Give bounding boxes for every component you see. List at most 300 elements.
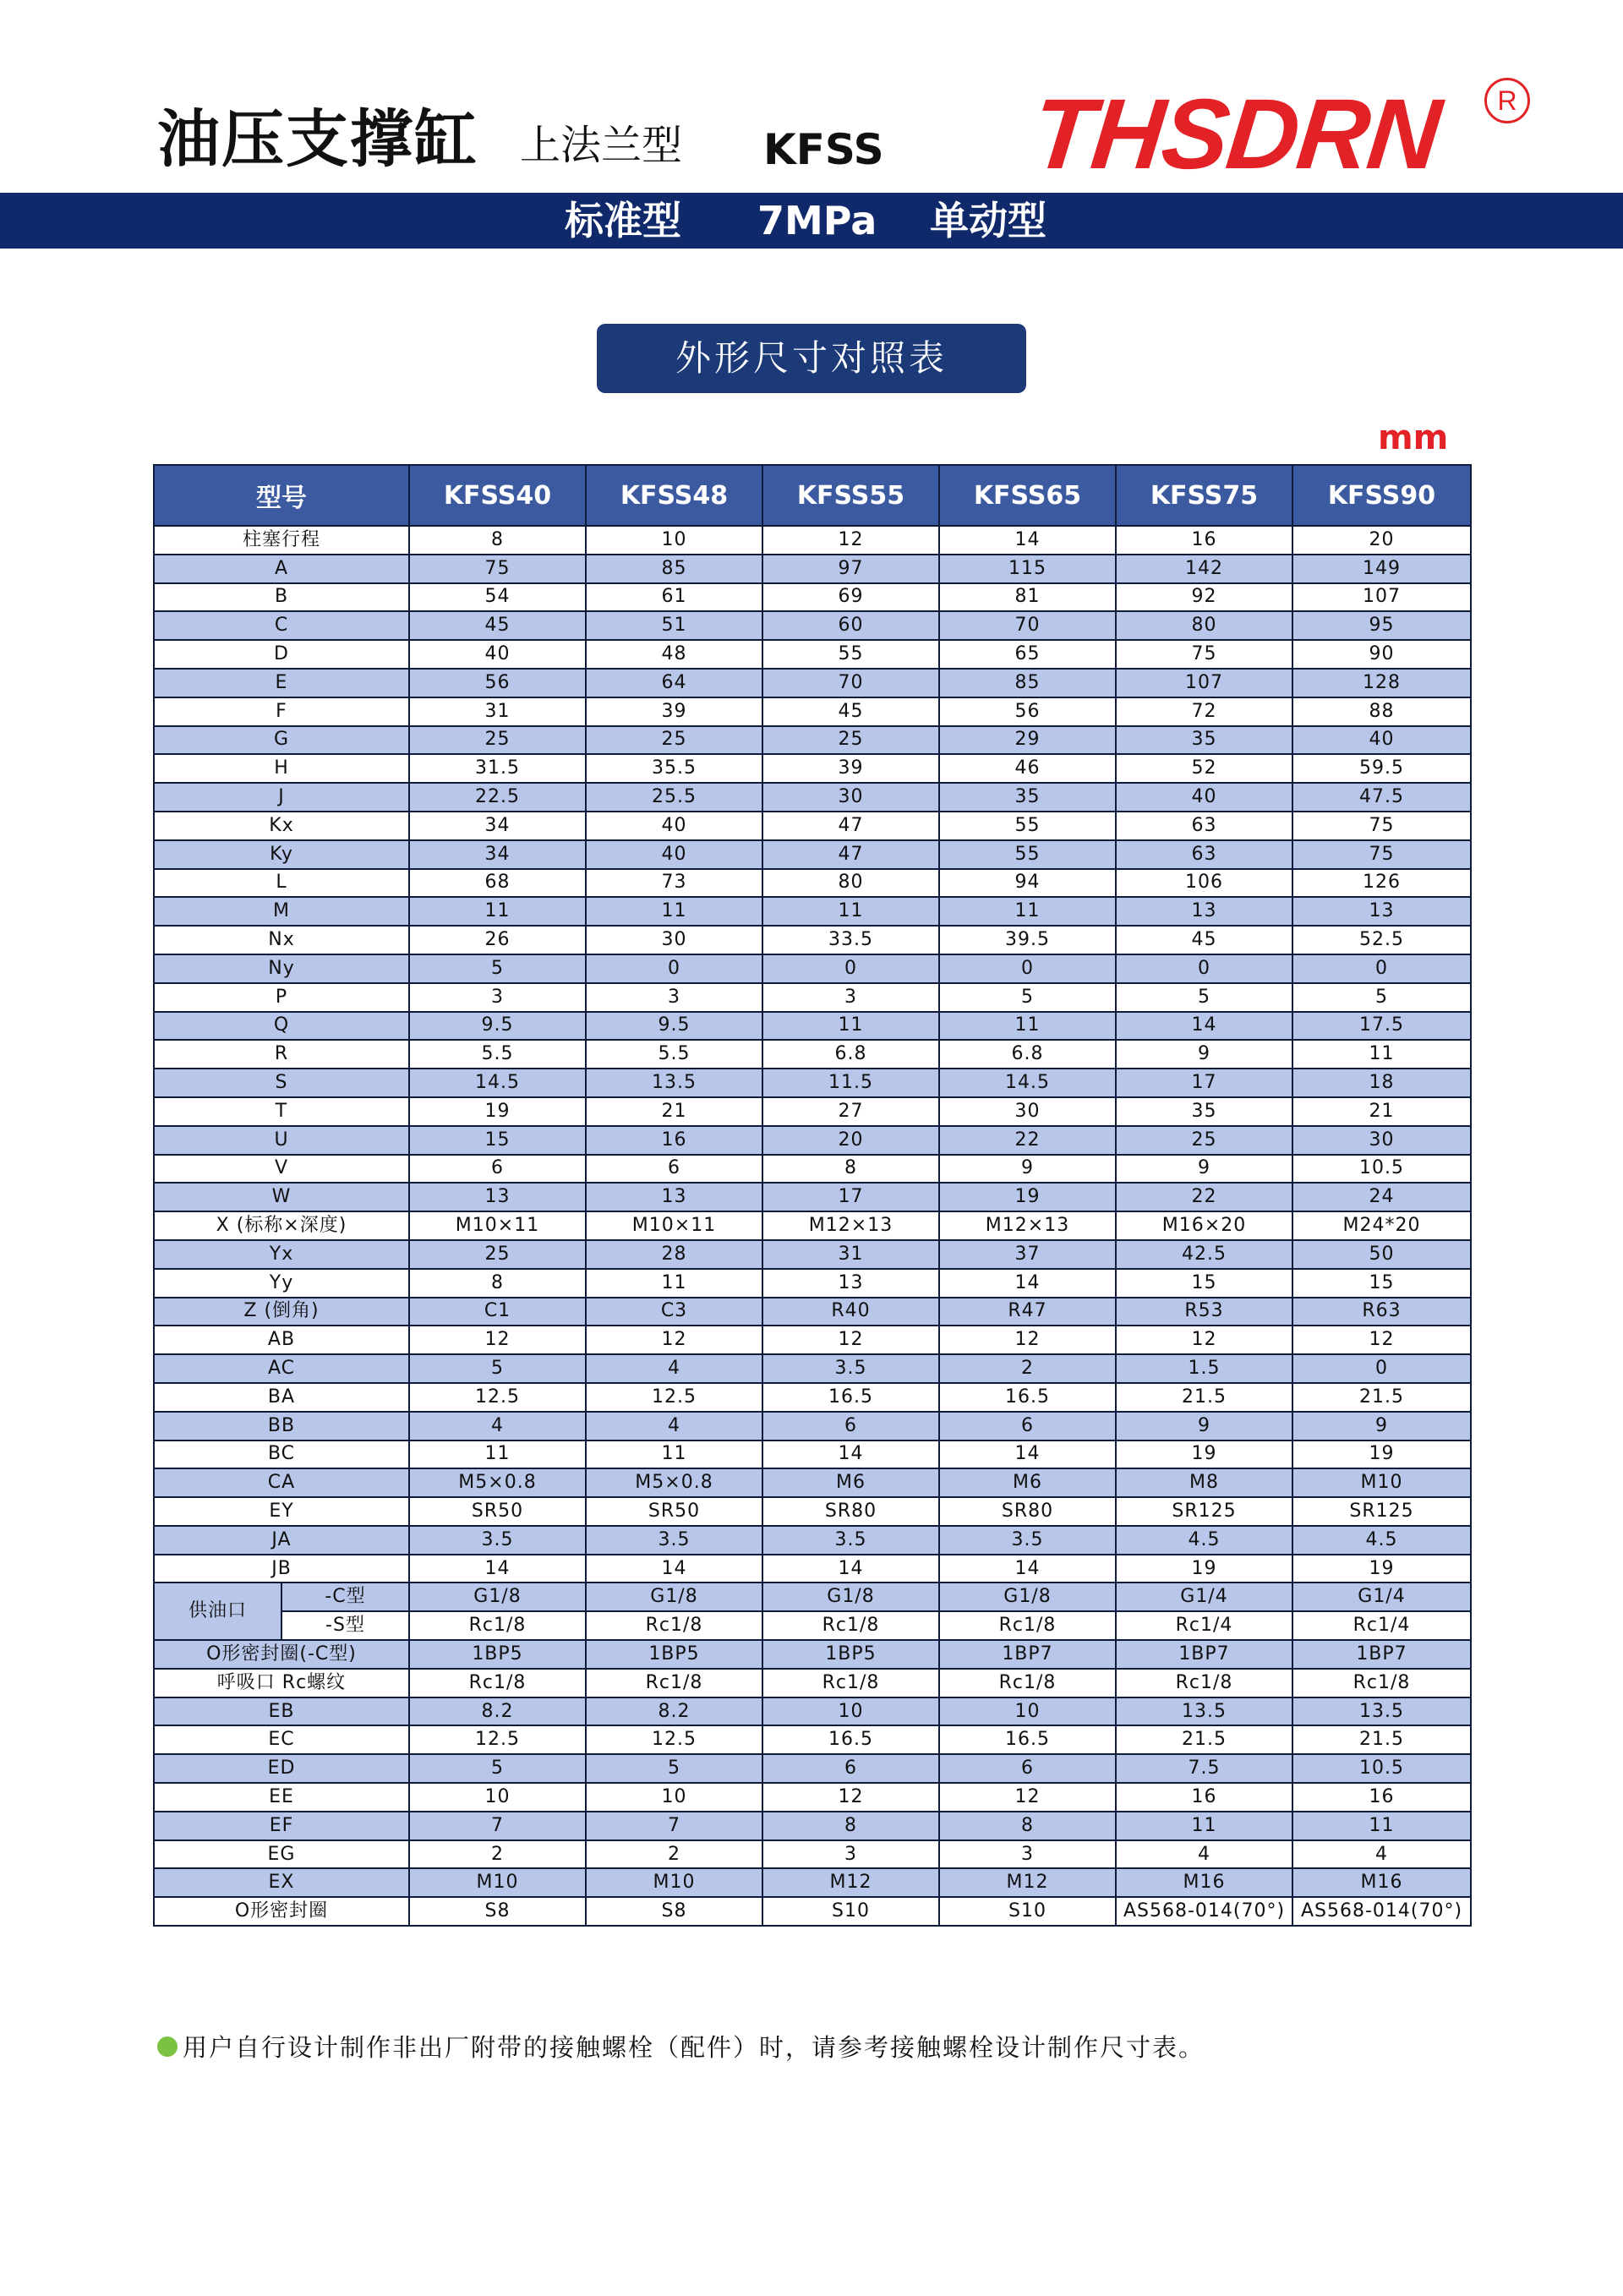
table-cell: M5×0.8 xyxy=(409,1468,586,1497)
table-cell: 2 xyxy=(586,1840,762,1869)
table-cell: 107 xyxy=(1116,669,1292,697)
table-cell: 6 xyxy=(939,1412,1116,1440)
table-cell: 8.2 xyxy=(586,1697,762,1726)
table-cell: 70 xyxy=(939,611,1116,640)
header-model: KFSS65 xyxy=(939,465,1116,526)
table-cell: 40 xyxy=(1116,783,1292,812)
table-cell: 35 xyxy=(1116,726,1292,755)
table-cell: 48 xyxy=(586,640,762,669)
table-cell: M10 xyxy=(586,1868,762,1897)
row-label: U xyxy=(154,1126,409,1155)
table-cell: 64 xyxy=(586,669,762,697)
table-cell: 17.5 xyxy=(1292,1012,1471,1041)
table-row xyxy=(154,1354,1471,1383)
table-cell: S10 xyxy=(939,1897,1116,1926)
table-cell: 6 xyxy=(762,1754,939,1783)
row-label: O形密封圈 xyxy=(154,1897,409,1926)
table-cell: 4 xyxy=(586,1354,762,1383)
table-cell: 4 xyxy=(409,1412,586,1440)
oil-port-group-label: 供油口 xyxy=(154,1583,281,1640)
table-cell: 16.5 xyxy=(939,1725,1116,1754)
table-cell: 3.5 xyxy=(762,1526,939,1555)
table-cell: 61 xyxy=(586,583,762,612)
table-cell: 95 xyxy=(1292,611,1471,640)
table-cell: SR50 xyxy=(586,1497,762,1526)
table-cell: 30 xyxy=(762,783,939,812)
table-row xyxy=(154,583,1471,612)
table-cell: 21.5 xyxy=(1116,1383,1292,1412)
row-label: JA xyxy=(154,1526,409,1555)
table-cell: 20 xyxy=(762,1126,939,1155)
table-cell: 8 xyxy=(762,1155,939,1184)
table-row xyxy=(154,1440,1471,1469)
table-cell: 3 xyxy=(762,983,939,1012)
table-cell: 0 xyxy=(762,954,939,983)
table-cell: 25 xyxy=(586,726,762,755)
row-label: D xyxy=(154,640,409,669)
table-cell: M12 xyxy=(762,1868,939,1897)
table-cell: M10×11 xyxy=(409,1211,586,1240)
row-label: S xyxy=(154,1069,409,1097)
table-cell: 47.5 xyxy=(1292,783,1471,812)
table-row xyxy=(154,1669,1471,1697)
table-cell: 14 xyxy=(409,1555,586,1583)
table-cell: 7.5 xyxy=(1116,1754,1292,1783)
table-cell: 80 xyxy=(1116,611,1292,640)
table-cell: 7 xyxy=(586,1812,762,1840)
table-cell: 3 xyxy=(762,1840,939,1869)
row-label: ED xyxy=(154,1754,409,1783)
table-cell: 37 xyxy=(939,1240,1116,1269)
table-row xyxy=(154,1754,1471,1783)
table-cell: 10 xyxy=(409,1783,586,1812)
brand-logo: THSDRN xyxy=(1027,79,1445,190)
table-row xyxy=(154,1040,1471,1069)
table-cell: 1BP5 xyxy=(762,1640,939,1669)
table-cell: 17 xyxy=(762,1183,939,1211)
table-cell: 14 xyxy=(762,1555,939,1583)
table-cell: 2 xyxy=(939,1354,1116,1383)
table-cell: 10.5 xyxy=(1292,1155,1471,1184)
table-cell: 9 xyxy=(1116,1040,1292,1069)
table-cell: 68 xyxy=(409,869,586,898)
table-cell: 85 xyxy=(939,669,1116,697)
row-label: BC xyxy=(154,1440,409,1469)
table-cell: 72 xyxy=(1116,697,1292,726)
table-cell: 47 xyxy=(762,840,939,869)
table-cell: 75 xyxy=(409,555,586,583)
table-cell: Rc1/8 xyxy=(409,1611,586,1640)
table-cell: 39 xyxy=(586,697,762,726)
table-cell: 56 xyxy=(409,669,586,697)
table-row xyxy=(154,754,1471,783)
table-cell: 5 xyxy=(409,954,586,983)
table-cell: 4.5 xyxy=(1292,1526,1471,1555)
table-cell: 16 xyxy=(1116,526,1292,555)
table-cell: 8 xyxy=(409,526,586,555)
row-label: BA xyxy=(154,1383,409,1412)
table-cell: 15 xyxy=(1116,1269,1292,1298)
table-cell: 35 xyxy=(1116,1097,1292,1126)
table-cell: 16.5 xyxy=(762,1383,939,1412)
row-label: O形密封圈(-C型) xyxy=(154,1640,409,1669)
table-cell: M10×11 xyxy=(586,1211,762,1240)
table-cell: C1 xyxy=(409,1298,586,1326)
table-cell: 50 xyxy=(1292,1240,1471,1269)
table-cell: 45 xyxy=(409,611,586,640)
unit-label: mm xyxy=(1378,418,1449,457)
table-cell: M12×13 xyxy=(762,1211,939,1240)
table-cell: AS568-014(70°) xyxy=(1292,1897,1471,1926)
table-cell: 14 xyxy=(939,1555,1116,1583)
table-cell: 8 xyxy=(939,1812,1116,1840)
table-cell: 12 xyxy=(409,1326,586,1354)
table-cell: 13.5 xyxy=(1292,1697,1471,1726)
row-label: F xyxy=(154,697,409,726)
table-cell: Rc1/8 xyxy=(1116,1669,1292,1697)
table-cell: 11 xyxy=(762,1012,939,1041)
table-cell: M6 xyxy=(939,1468,1116,1497)
table-cell: G1/8 xyxy=(762,1583,939,1611)
table-row xyxy=(154,1126,1471,1155)
table-cell: 1BP7 xyxy=(1292,1640,1471,1669)
table-cell: 5.5 xyxy=(586,1040,762,1069)
table-cell: M5×0.8 xyxy=(586,1468,762,1497)
table-cell: Rc1/8 xyxy=(1292,1669,1471,1697)
table-cell: 59.5 xyxy=(1292,754,1471,783)
table-cell: 1BP5 xyxy=(409,1640,586,1669)
table-cell: 2 xyxy=(409,1840,586,1869)
table-cell: 11 xyxy=(939,897,1116,926)
table-cell: 6.8 xyxy=(762,1040,939,1069)
table-cell: 0 xyxy=(1292,954,1471,983)
table-cell: 14 xyxy=(939,1269,1116,1298)
table-cell: 14 xyxy=(1116,1012,1292,1041)
table-cell: 85 xyxy=(586,555,762,583)
table-cell: 21 xyxy=(1292,1097,1471,1126)
table-cell: 30 xyxy=(939,1097,1116,1126)
table-cell: 55 xyxy=(762,640,939,669)
table-cell: 9.5 xyxy=(409,1012,586,1041)
table-cell: M12×13 xyxy=(939,1211,1116,1240)
table-row xyxy=(154,1211,1471,1240)
table-cell: 12.5 xyxy=(586,1383,762,1412)
table-row xyxy=(154,954,1471,983)
table-cell: 11 xyxy=(586,1269,762,1298)
table-cell: 80 xyxy=(762,869,939,898)
table-cell: 9 xyxy=(1116,1412,1292,1440)
table-cell: 97 xyxy=(762,555,939,583)
table-cell: 13 xyxy=(409,1183,586,1211)
footnote-text: 用户自行设计制作非出厂附带的接触螺栓（配件）时，请参考接触螺栓设计制作尺寸表。 xyxy=(183,2033,1205,2062)
row-sublabel: -S型 xyxy=(281,1611,409,1640)
table-cell: R53 xyxy=(1116,1298,1292,1326)
table-cell: 6 xyxy=(586,1155,762,1184)
row-label: EE xyxy=(154,1783,409,1812)
table-cell: 16 xyxy=(1116,1783,1292,1812)
table-cell: 19 xyxy=(1292,1555,1471,1583)
table-cell: SR125 xyxy=(1292,1497,1471,1526)
table-row xyxy=(154,1326,1471,1354)
table-cell: 11.5 xyxy=(762,1069,939,1097)
row-label: G xyxy=(154,726,409,755)
table-cell: 14.5 xyxy=(409,1069,586,1097)
row-label: JB xyxy=(154,1555,409,1583)
table-row xyxy=(154,897,1471,926)
row-label: M xyxy=(154,897,409,926)
table-cell: 7 xyxy=(409,1812,586,1840)
table-cell: R40 xyxy=(762,1298,939,1326)
table-cell: 11 xyxy=(1116,1812,1292,1840)
table-cell: 21 xyxy=(586,1097,762,1126)
header-model: KFSS75 xyxy=(1116,465,1292,526)
table-cell: 70 xyxy=(762,669,939,697)
table-cell: 8 xyxy=(409,1269,586,1298)
table-cell: 26 xyxy=(409,926,586,954)
table-cell: 25 xyxy=(1116,1126,1292,1155)
table-cell: SR50 xyxy=(409,1497,586,1526)
table-row xyxy=(154,1868,1471,1897)
table-cell: 11 xyxy=(409,897,586,926)
table-cell: 31 xyxy=(409,697,586,726)
table-row xyxy=(154,1240,1471,1269)
table-cell: 13.5 xyxy=(586,1069,762,1097)
table-cell: 1BP5 xyxy=(586,1640,762,1669)
table-cell: 5.5 xyxy=(409,1040,586,1069)
table-row xyxy=(154,1269,1471,1298)
table-row xyxy=(154,1097,1471,1126)
row-sublabel: -C型 xyxy=(281,1583,409,1611)
table-cell: 13 xyxy=(762,1269,939,1298)
table-cell: M8 xyxy=(1116,1468,1292,1497)
row-label: T xyxy=(154,1097,409,1126)
row-label: BB xyxy=(154,1412,409,1440)
table-cell: S10 xyxy=(762,1897,939,1926)
table-row xyxy=(154,1583,1471,1611)
table-cell: 20 xyxy=(1292,526,1471,555)
table-cell: 13.5 xyxy=(1116,1697,1292,1726)
table-cell: 0 xyxy=(1292,1354,1471,1383)
row-label: B xyxy=(154,583,409,612)
row-label: Yx xyxy=(154,1240,409,1269)
table-row xyxy=(154,812,1471,840)
table-cell: S8 xyxy=(409,1897,586,1926)
row-label: EG xyxy=(154,1840,409,1869)
table-cell: 0 xyxy=(939,954,1116,983)
table-row xyxy=(154,526,1471,555)
row-label: C xyxy=(154,611,409,640)
row-label: J xyxy=(154,783,409,812)
header-model: KFSS90 xyxy=(1292,465,1471,526)
table-row xyxy=(154,1555,1471,1583)
table-cell: 6.8 xyxy=(939,1040,1116,1069)
table-cell: 28 xyxy=(586,1240,762,1269)
table-cell: 12 xyxy=(762,526,939,555)
table-cell: 115 xyxy=(939,555,1116,583)
table-cell: 12.5 xyxy=(409,1725,586,1754)
table-row xyxy=(154,1783,1471,1812)
table-cell: 4 xyxy=(1292,1840,1471,1869)
table-cell: 8.2 xyxy=(409,1697,586,1726)
table-cell: 6 xyxy=(409,1155,586,1184)
table-cell: 16.5 xyxy=(939,1383,1116,1412)
table-cell: 142 xyxy=(1116,555,1292,583)
table-cell: 3.5 xyxy=(586,1526,762,1555)
page-subtitle: 上法兰型 xyxy=(520,122,683,169)
table-cell: 73 xyxy=(586,869,762,898)
table-cell: 81 xyxy=(939,583,1116,612)
table-row xyxy=(154,783,1471,812)
table-row xyxy=(154,1012,1471,1041)
table-cell: 21.5 xyxy=(1116,1725,1292,1754)
table-cell: M24*20 xyxy=(1292,1211,1471,1240)
table-cell: 63 xyxy=(1116,840,1292,869)
table-cell: Rc1/8 xyxy=(762,1611,939,1640)
table-cell: 31 xyxy=(762,1240,939,1269)
table-cell: 75 xyxy=(1116,640,1292,669)
table-cell: 11 xyxy=(586,1440,762,1469)
table-cell: 3 xyxy=(409,983,586,1012)
table-cell: 34 xyxy=(409,812,586,840)
table-cell: 11 xyxy=(586,897,762,926)
table-cell: 46 xyxy=(939,754,1116,783)
table-cell: 14 xyxy=(939,526,1116,555)
table-cell: 12 xyxy=(762,1326,939,1354)
table-cell: Rc1/8 xyxy=(939,1611,1116,1640)
table-cell: 52 xyxy=(1116,754,1292,783)
table-cell: 25 xyxy=(409,1240,586,1269)
row-label: AB xyxy=(154,1326,409,1354)
table-cell: 19 xyxy=(409,1097,586,1126)
table-row xyxy=(154,1298,1471,1326)
table-cell: 29 xyxy=(939,726,1116,755)
table-cell: Rc1/8 xyxy=(409,1669,586,1697)
table-cell: 5 xyxy=(1292,983,1471,1012)
row-label: Ny xyxy=(154,954,409,983)
table-cell: 19 xyxy=(1116,1555,1292,1583)
row-label: X (标称×深度) xyxy=(154,1211,409,1240)
table-cell: 25.5 xyxy=(586,783,762,812)
table-cell: 9.5 xyxy=(586,1012,762,1041)
table-cell: 75 xyxy=(1292,812,1471,840)
table-cell: 3.5 xyxy=(762,1354,939,1383)
table-cell: 33.5 xyxy=(762,926,939,954)
table-cell: 90 xyxy=(1292,640,1471,669)
table-cell: 45 xyxy=(762,697,939,726)
table-cell: G1/4 xyxy=(1292,1583,1471,1611)
row-label: P xyxy=(154,983,409,1012)
table-row xyxy=(154,1069,1471,1097)
table-row xyxy=(154,611,1471,640)
table-cell: 4 xyxy=(1116,1840,1292,1869)
table-cell: 126 xyxy=(1292,869,1471,898)
table-row xyxy=(154,840,1471,869)
table-cell: AS568-014(70°) xyxy=(1116,1897,1292,1926)
row-label: L xyxy=(154,869,409,898)
table-cell: 11 xyxy=(939,1012,1116,1041)
table-cell: 3.5 xyxy=(939,1526,1116,1555)
table-cell: 10 xyxy=(939,1697,1116,1726)
row-label: Ky xyxy=(154,840,409,869)
table-cell: Rc1/8 xyxy=(762,1669,939,1697)
footnote xyxy=(157,2029,1205,2064)
table-cell: 1BP7 xyxy=(939,1640,1116,1669)
table-cell: C3 xyxy=(586,1298,762,1326)
table-cell: 19 xyxy=(939,1183,1116,1211)
table-cell: Rc1/8 xyxy=(586,1611,762,1640)
table-cell: 39.5 xyxy=(939,926,1116,954)
table-cell: 6 xyxy=(939,1754,1116,1783)
row-label: EB xyxy=(154,1697,409,1726)
table-cell: Rc1/4 xyxy=(1116,1611,1292,1640)
table-row xyxy=(154,869,1471,898)
table-header-row xyxy=(154,465,1471,526)
table-cell: 88 xyxy=(1292,697,1471,726)
table-cell: 10 xyxy=(762,1697,939,1726)
table-row xyxy=(154,1383,1471,1412)
table-cell: 40 xyxy=(409,640,586,669)
table-row xyxy=(154,1183,1471,1211)
table-cell: 8 xyxy=(762,1812,939,1840)
table-cell: 35 xyxy=(939,783,1116,812)
header-model: KFSS48 xyxy=(586,465,762,526)
table-cell: 19 xyxy=(1292,1440,1471,1469)
table-cell: 6 xyxy=(762,1412,939,1440)
table-cell: 3 xyxy=(586,983,762,1012)
table-row xyxy=(154,640,1471,669)
table-cell: 52.5 xyxy=(1292,926,1471,954)
table-row xyxy=(154,926,1471,954)
header-model: KFSS40 xyxy=(409,465,586,526)
table-row xyxy=(154,726,1471,755)
row-label: W xyxy=(154,1183,409,1211)
table-cell: 12 xyxy=(939,1326,1116,1354)
table-cell: 35.5 xyxy=(586,754,762,783)
table-cell: 16 xyxy=(1292,1783,1471,1812)
table-cell: 40 xyxy=(586,812,762,840)
table-cell: 16 xyxy=(586,1126,762,1155)
table-cell: 12 xyxy=(762,1783,939,1812)
table-cell: M16 xyxy=(1116,1868,1292,1897)
table-cell: SR80 xyxy=(939,1497,1116,1526)
table-cell: 54 xyxy=(409,583,586,612)
section-title: 外形尺寸对照表 xyxy=(597,324,1026,393)
table-cell: Rc1/8 xyxy=(939,1669,1116,1697)
table-cell: 45 xyxy=(1116,926,1292,954)
row-label: R xyxy=(154,1040,409,1069)
table-cell: 9 xyxy=(939,1155,1116,1184)
table-cell: 5 xyxy=(409,1754,586,1783)
table-cell: G1/8 xyxy=(586,1583,762,1611)
row-label: EY xyxy=(154,1497,409,1526)
row-label: Z (倒角) xyxy=(154,1298,409,1326)
row-label: EF xyxy=(154,1812,409,1840)
table-cell: Rc1/4 xyxy=(1292,1611,1471,1640)
table-cell: 27 xyxy=(762,1097,939,1126)
table-cell: 65 xyxy=(939,640,1116,669)
table-row xyxy=(154,1812,1471,1840)
table-row xyxy=(154,1611,1471,1640)
table-cell: 25 xyxy=(409,726,586,755)
table-cell: 30 xyxy=(586,926,762,954)
table-cell: 21.5 xyxy=(1292,1725,1471,1754)
row-label: Nx xyxy=(154,926,409,954)
row-label: H xyxy=(154,754,409,783)
table-cell: 3 xyxy=(939,1840,1116,1869)
table-cell: M16×20 xyxy=(1116,1211,1292,1240)
table-cell: 5 xyxy=(586,1754,762,1783)
table-row xyxy=(154,669,1471,697)
